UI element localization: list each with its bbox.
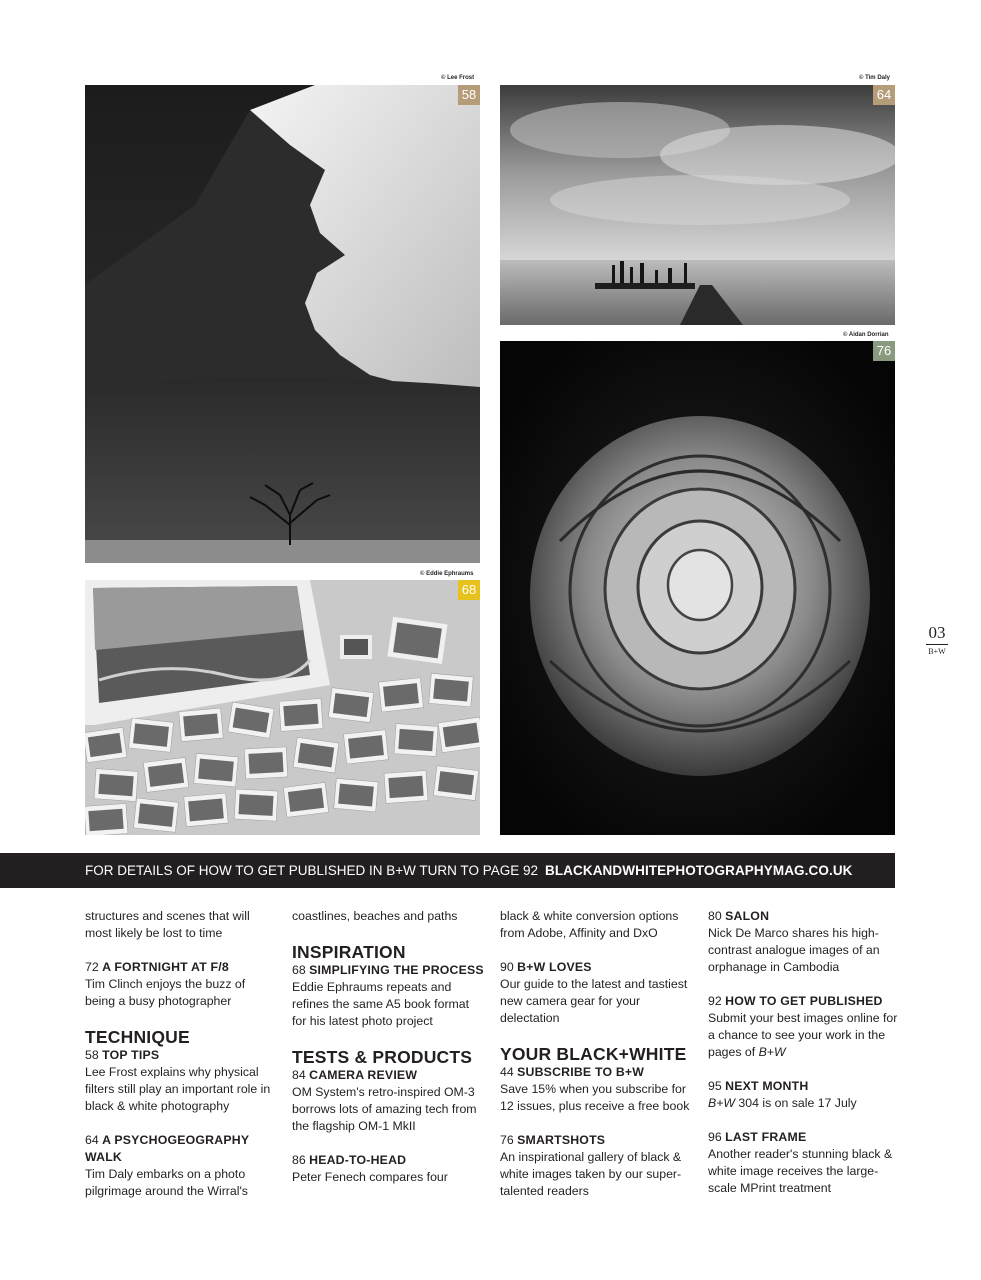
- jetty-image: [500, 85, 895, 325]
- entry-page: 84: [292, 1068, 306, 1082]
- photo-credit: © Aidan Dorrian: [843, 332, 889, 338]
- entry-page: 92: [708, 994, 722, 1008]
- entry-title: B+W LOVES: [517, 960, 592, 974]
- entry-desc: Tim Daly embarks on a photo pilgrimage around the Wirral's: [85, 1167, 248, 1198]
- contents-entry[interactable]: [708, 1078, 898, 1112]
- contents-entry[interactable]: [292, 1067, 484, 1135]
- section-heading: INSPIRATION: [292, 942, 406, 962]
- entry-title: SALON: [725, 909, 770, 923]
- entry-page: 76: [500, 1133, 514, 1147]
- photo-credit: © Lee Frost: [441, 75, 475, 81]
- contents-entry[interactable]: [500, 959, 692, 1027]
- page-number: 03: [928, 623, 946, 642]
- entry-title: HOW TO GET PUBLISHED: [725, 994, 883, 1008]
- entry-desc: 304 is on sale 17 July: [735, 1096, 857, 1110]
- publish-banner: [0, 853, 895, 888]
- photo-credit: © Eddie Ephraums: [420, 571, 474, 577]
- contents-column-1: [85, 908, 275, 1217]
- entry-desc: Lee Frost explains why physical filters still play an important role in black & white photography: [85, 1065, 271, 1113]
- contents-column-4: [708, 908, 898, 1214]
- entry-page: 44: [500, 1065, 514, 1079]
- entry-page: 68: [292, 963, 306, 977]
- entry-title: SMARTSHOTS: [517, 1133, 606, 1147]
- entry-desc: Submit your best images online for a chance to see your work in the pages of: [708, 1011, 898, 1059]
- entry-desc: Peter Fenech compares four: [292, 1170, 448, 1184]
- entry-title: CAMERA REVIEW: [309, 1068, 418, 1082]
- magazine-name: B+W: [758, 1045, 786, 1059]
- entry-title: HEAD-TO-HEAD: [309, 1153, 407, 1167]
- photo-credit: © Tim Daly: [859, 75, 890, 81]
- section-heading: YOUR BLACK+WHITE: [500, 1044, 687, 1064]
- contents-entry[interactable]: [85, 1047, 275, 1115]
- continued-text: structures and scenes that will most likely be lost to time: [85, 909, 250, 940]
- contents-entry[interactable]: [85, 959, 275, 1010]
- section-heading: TESTS & PRODUCTS: [292, 1047, 473, 1067]
- rose-photo[interactable]: [500, 341, 895, 835]
- contents-entry[interactable]: [85, 1132, 275, 1200]
- entry-title: A PSYCHOGEOGRAPHY WALK: [85, 1133, 250, 1164]
- entry-desc: Our guide to the latest and tastiest new camera gear for your delectation: [500, 977, 688, 1025]
- entry-page: 95: [708, 1079, 722, 1093]
- continued-text: coastlines, beaches and paths: [292, 909, 458, 923]
- contents-entry[interactable]: [292, 962, 484, 1030]
- entry-desc: Save 15% when you subscribe for 12 issues, plus receive a free book: [500, 1082, 690, 1113]
- contents-column-2: [292, 908, 484, 1203]
- page-tag[interactable]: 64: [873, 85, 895, 105]
- contents-column-3: [500, 908, 692, 1217]
- entry-page: 80: [708, 909, 722, 923]
- website-link[interactable]: BLACKANDWHITEPHOTOGRAPHYMAG.CO.UK: [544, 863, 853, 878]
- contents-entry[interactable]: [708, 1129, 898, 1197]
- entry-page: 86: [292, 1153, 306, 1167]
- entry-desc: Eddie Ephraums repeats and refines the same A5 book format for his latest photo project: [292, 980, 470, 1028]
- entry-title: TOP TIPS: [102, 1048, 160, 1062]
- contents-entry[interactable]: [708, 993, 898, 1061]
- entry-desc: OM System's retro-inspired OM-3 borrows lots of amazing tech from the flagship OM-1 MkII: [292, 1085, 477, 1133]
- entry-desc: Another reader's stunning black & white image receives the large-scale MPrint treatment: [708, 1147, 893, 1195]
- dune-photo[interactable]: [85, 85, 480, 563]
- contents-entry[interactable]: [500, 1132, 692, 1200]
- prints-photo[interactable]: [85, 580, 480, 835]
- entry-desc: Nick De Marco shares his high-contrast analogue images of an orphanage in Cambodia: [708, 926, 880, 974]
- page-tag[interactable]: 68: [458, 580, 480, 600]
- entry-title: NEXT MONTH: [725, 1079, 809, 1093]
- continued-text: black & white conversion options from Adobe, Affinity and DxO: [500, 909, 679, 940]
- page-tag[interactable]: 76: [873, 341, 895, 361]
- entry-page: 90: [500, 960, 514, 974]
- contents-entry[interactable]: [708, 908, 898, 976]
- prints-image: [85, 580, 480, 835]
- jetty-photo[interactable]: [500, 85, 895, 325]
- entry-desc: Tim Clinch enjoys the buzz of being a busy photographer: [85, 977, 246, 1008]
- magazine-mark: B+W: [928, 647, 946, 656]
- rose-image: [500, 341, 895, 835]
- dune-image: [85, 85, 480, 563]
- entry-page: 64: [85, 1133, 99, 1147]
- banner-text: FOR DETAILS OF HOW TO GET PUBLISHED IN B+W TURN TO PAGE 92: [85, 863, 538, 878]
- entry-desc: An inspirational gallery of black & white images taken by our super-talented readers: [500, 1150, 682, 1198]
- entry-page: 72: [85, 960, 99, 974]
- entry-title: LAST FRAME: [725, 1130, 807, 1144]
- entry-title: A FORTNIGHT AT F/8: [102, 960, 229, 974]
- entry-title: SIMPLIFYING THE PROCESS: [309, 963, 484, 977]
- page-folio: [924, 624, 950, 656]
- entry-page: 96: [708, 1130, 722, 1144]
- magazine-name: B+W: [708, 1096, 735, 1110]
- page-tag[interactable]: 58: [458, 85, 480, 105]
- folio-rule: [926, 644, 948, 645]
- contents-entry[interactable]: [500, 1064, 692, 1115]
- entry-page: 58: [85, 1048, 99, 1062]
- contents-entry[interactable]: [292, 1152, 484, 1186]
- entry-title: SUBSCRIBE TO B+W: [517, 1065, 645, 1079]
- section-heading: TECHNIQUE: [85, 1027, 190, 1047]
